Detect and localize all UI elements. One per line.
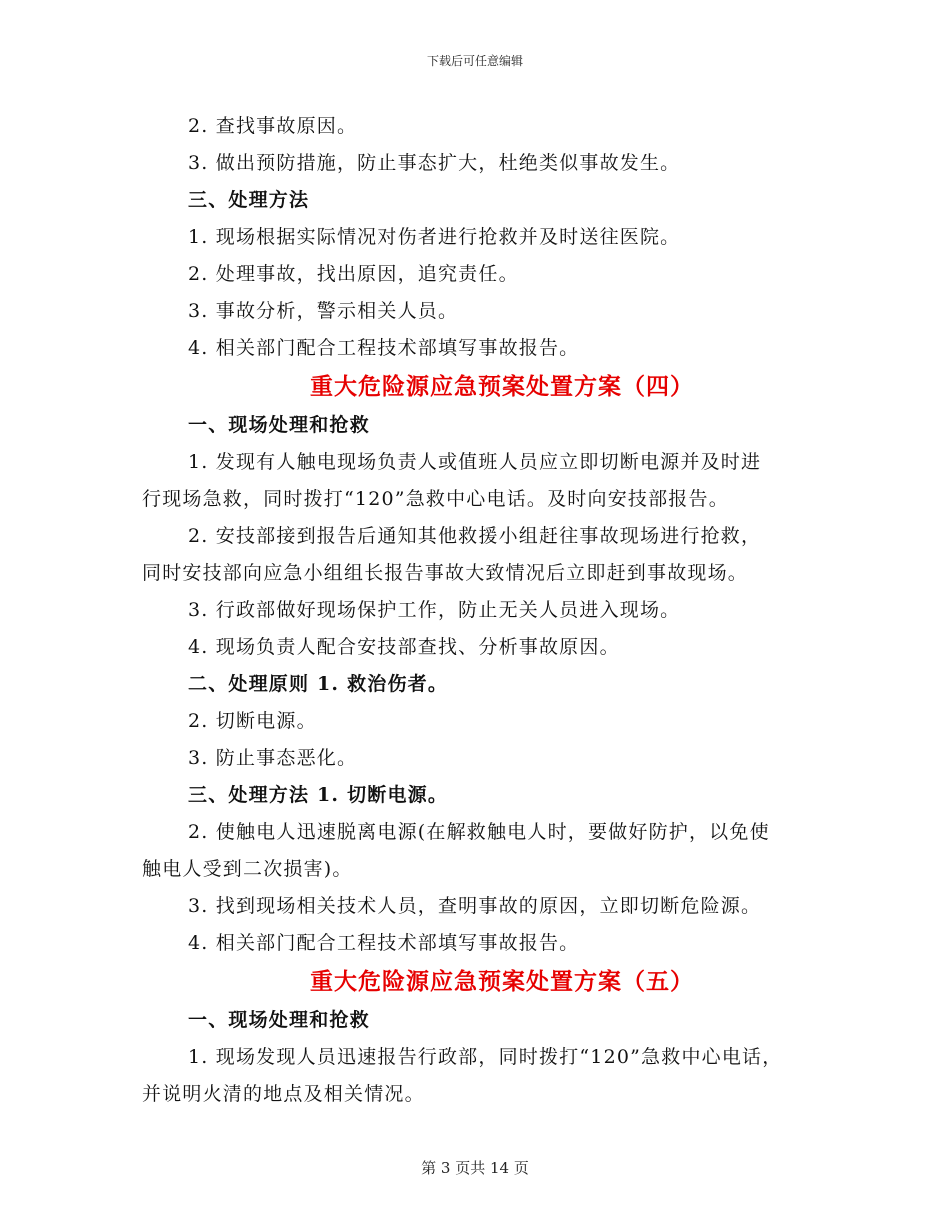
paragraph-line: 4. 现场负责人配合安技部查找、分析事故原因。 [188, 636, 620, 658]
paragraph-line: 4. 相关部门配合工程技术部填写事故报告。 [188, 337, 580, 359]
document-body [142, 108, 822, 1113]
paragraph-line: 1. 现场根据实际情况对伤者进行抢救并及时送往医院。 [188, 226, 681, 248]
paragraph-line: 2. 使触电人迅速脱离电源(在解救触电人时，要做好防护，以免使 [188, 821, 770, 843]
paragraph-line: 1. 发现有人触电现场负责人或值班人员应立即切断电源并及时进 [188, 451, 762, 473]
plan-title-five: 重大危险源应急预案处置方案（五） [310, 968, 694, 995]
paragraph-line: 3. 事故分析，警示相关人员。 [188, 300, 459, 322]
paragraph-line: 4. 相关部门配合工程技术部填写事故报告。 [188, 932, 580, 954]
section-heading: 三、处理方法 [188, 189, 310, 211]
plan-title-four: 重大危险源应急预案处置方案（四） [310, 373, 694, 400]
section-heading: 三、处理方法 1. 切断电源。 [188, 784, 449, 806]
paragraph-line: 3. 找到现场相关技术人员，查明事故的原因，立即切断危险源。 [188, 895, 762, 917]
section-heading: 一、现场处理和抢救 [188, 414, 370, 436]
paragraph-line: 触电人受到二次损害)。 [142, 858, 353, 880]
paragraph-line: 行现场急救，同时拨打“120”急救中心电话。及时向安技部报告。 [142, 488, 729, 510]
paragraph-line: 2. 查找事故原因。 [188, 115, 358, 137]
section-heading: 二、处理原则 1. 救治伤者。 [188, 673, 449, 695]
paragraph-line: 2. 安技部接到报告后通知其他救援小组赶往事故现场进行抢救， [188, 525, 762, 547]
page-footer: 第 3 页共 14 页 [421, 1159, 529, 1177]
paragraph-line: 2. 处理事故，找出原因，追究责任。 [188, 263, 519, 285]
page-header: 下载后可任意编辑 [426, 54, 523, 68]
paragraph-line: 3. 行政部做好现场保护工作，防止无关人员进入现场。 [188, 599, 681, 621]
section-heading: 一、现场处理和抢救 [188, 1009, 370, 1031]
paragraph-line: 同时安技部向应急小组组长报告事故大致情况后立即赶到事故现场。 [142, 562, 749, 584]
paragraph-line: 3. 防止事态恶化。 [188, 747, 358, 769]
paragraph-line: 并说明火清的地点及相关情况。 [142, 1083, 425, 1105]
paragraph-line: 3. 做出预防措施，防止事态扩大，杜绝类似事故发生。 [188, 152, 681, 174]
paragraph-line: 1. 现场发现人员迅速报告行政部，同时拨打“120”急救中心电话， [188, 1046, 783, 1068]
paragraph-line: 2. 切断电源。 [188, 710, 317, 732]
